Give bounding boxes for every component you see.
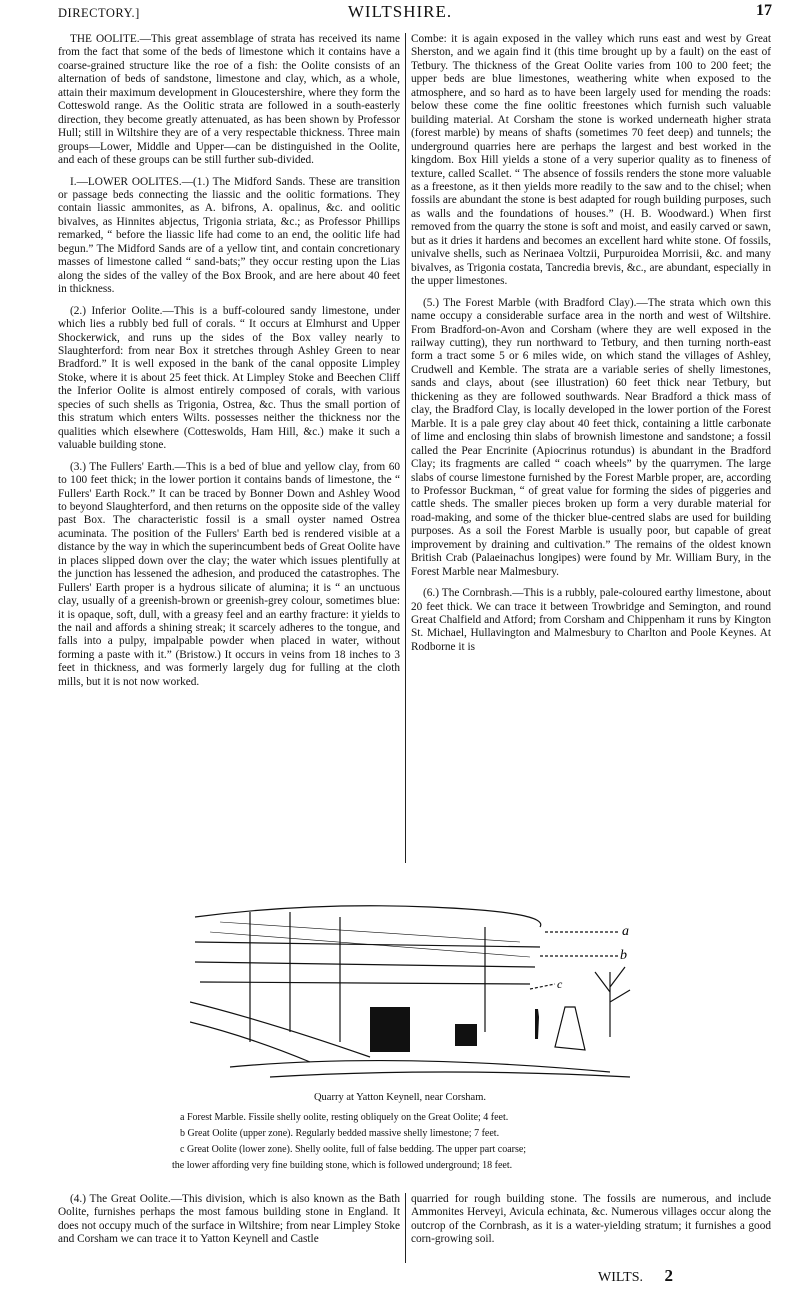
quarry-illustration	[190, 872, 640, 1082]
figure-caption: Quarry at Yatton Keynell, near Corsham.	[313, 1092, 487, 1103]
paragraph-fullers-earth: (3.) The Fullers' Earth.—This is a bed of blue and yellow clay, from 60 to 100 feet thick; in the lower portion it contains bands of limestone, the “ Fullers' Earth Rock.” It can be traced by Bonner Down and Ashley Wood to beyond Slaughterford, and then returns on the opposite side of the valley past Box. The characteristic fossil is a small oyster named Ostrea acuminata. The position of the Fullers' Earth bed is rendered visible at a distance by the way in which the superincumbent beds of Great Oolite have in places slipped down over the clay; the water which issues plentifully at the junction has lessened the adhesion, and produced the catastrophes. The Fullers' Earth proper is a hydrous silicate of alumina; it is “ an unctuous clay, usually of a greenish-brown or greenish-grey colour, sometimes blue: it is opaque, soft, dull, with a greasy feel and an earthy fracture: it yields to the nail and affords a shining streak; it scarcely adheres to the tongue, and falls into a pulpy, impalpable powder when placed in water, without forming a paste with it.” (Bristow.) It occurs in veins from 18 inches to 3 feet in thickness, and was formerly largely dug for fulling at the cloth mills, but it is not now worked.	[58, 460, 400, 688]
bottom-right-column	[411, 1193, 771, 1255]
quarry-entrance	[370, 1007, 410, 1052]
running-head-left: DIRECTORY.]	[58, 6, 140, 20]
signature-label: WILTS.	[598, 1270, 643, 1285]
bottom-left-column	[58, 1193, 400, 1255]
paragraph-inferior-oolite: (2.) Inferior Oolite.—This is a buff-coloured sandy limestone, under which lies a rubbly bed full of corals. “ It occurs at Elmhurst and Upper Shockerwick, and runs up the sides of the Box valley nearly to Slaughterford: from near Box it stretches through Ashley Green to near Bradford.” It is well exposed in the bank of the canal opposite Limpley Stoke, where it is about 25 feet thick. At Limpley Stoke and Beechen Cliff the Inferior Oolite is almost entirely composed of corals, with various species of such shells as Trigonia, Ostrea, &c. Thus the small portion of this stratum which enters Wilts. possesses neither the thickness nor the qualities which elsewhere (Cotteswolds, Ham Hill, &c.) make it such a valuable building stone.	[58, 304, 400, 452]
legend-c: c Great Oolite (lower zone). Shelly oolite, full of false bedding. The upper part coarse;	[180, 1144, 527, 1155]
label-a: a	[622, 924, 629, 939]
page-number: 17	[756, 2, 772, 19]
signature-mark	[598, 1266, 673, 1286]
quarry-opening	[455, 1024, 477, 1046]
paragraph-lower-oolites: I.—LOWER OOLITES.—(1.) The Midford Sands. These are transition or passage beds connecting the liassic and the oolitic formations. They contain liassic ammonites, as A. bifrons, A. opalinus, &c. and oolitic bivalves, as Hinnites abjectus, Trigonia striata, &c.; as Professor Phillips remarked, “ before the liassic life had come to an end, the oolitic life had begun.” The Midford Sands are of a yellow tint, and contain concretionary masses of limestone called “ sand-bats;” they occur resting upon the Lias along the sides of the valley of the Box Brook, and are here about 40 feet in thickness.	[58, 175, 400, 296]
label-b: b	[620, 948, 627, 963]
legend-c-cont: the lower affording very fine building stone, which is followed underground; 18 feet.	[172, 1160, 513, 1171]
paragraph-cornbrash-cont: quarried for rough building stone. The fossils are numerous, and include Ammonites Herveyi, Avicula echinata, &c. Numerous villages occur along the outcrop of the Cornbrash, as it is a water-yielding stratum; it furnishes a good corn-growing soil.	[411, 1193, 771, 1246]
legend-a: a Forest Marble. Fissile shelly oolite, resting obliquely on the Great Oolite; 4 feet.	[180, 1112, 509, 1123]
signature-number: 2	[664, 1266, 673, 1285]
left-column	[58, 33, 400, 697]
running-head-title: WILTSHIRE.	[347, 2, 453, 21]
figure-person	[535, 1009, 539, 1039]
paragraph-oolite: THE OOLITE.—This great assemblage of strata has received its name from the fact that some of the beds of limestone which it contains have a coarse-grained structure like the roe of a fish: the Oolite consists of an alternation of beds of sandstone, limestone and clay, which, as a whole, attain their maximum development in Gloucestershire, where they form the Cotteswold range. As the Oolitic strata are followed in a south-easterly direction, they become greatly attenuated, as has been shown by Professor Hull; still in Wiltshire they are of a very respectable thickness. Three main groups—Lower, Middle and Upper—can be distinguished in the Oolite, and each of these groups can be still further sub-divided.	[58, 33, 400, 167]
right-column	[411, 33, 771, 662]
column-rule-bottom	[405, 1193, 406, 1263]
paragraph-cornbrash: (6.) The Cornbrash.—This is a rubbly, pale-coloured earthy limestone, about 20 feet thick. We can trace it between Trowbridge and Semington, and round Great Chalfield and Atford; from Corsham and Chippenham it runs by Kington St. Michael, Hullavington and Malmesbury to Charlton and Poole Keynes. At Rodborne it is	[411, 587, 771, 653]
legend-b: b Great Oolite (upper zone). Regularly bedded massive shelly limestone; 7 feet.	[180, 1128, 500, 1139]
column-rule	[405, 33, 406, 863]
paragraph-great-oolite: (4.) The Great Oolite.—This division, which is also known as the Bath Oolite, furnishes perhaps the most famous building stone in England. It does not occupy much of the surface in Wiltshire; from near Limpley Stoke and Corsham we can trace it to Yatton Keynell and Castle	[58, 1193, 400, 1246]
label-c: c	[557, 977, 563, 991]
paragraph-great-oolite-cont: Combe: it is again exposed in the valley which runs east and west by Great Sherston, and we again find it (this time brought up by a fault) on the east of Tetbury. The thickness of the Great Oolite varies from 100 to 200 feet; the upper beds are blue limestones, weathering white when exposed to the atmosphere, and so hard as to have been largely used for mending the roads: below these come the fine oolitic freestones which furnish such valuable building material. At Corsham the stone is worked underneath higher strata (forest marble) by means of shafts (sometimes 70 feet deep) and tunnels; the underground quarries here are perhaps the largest and best worked in the kingdom. Box Hill yields a stone of a very superior quality as to fineness of texture, called Scallet. “ The absence of fossils renders the stone more valuable as a freestone, as it then yields more readily to the saw and to the chisel; when fossils are abundant the stone is best adapted for rough building purposes, such as walls and the foundations of houses.” (H. B. Woodward.) When first removed from the quarry the stone is soft and moist, and easily carved or sawn, but as it dries it hardens and becomes an excellent hard white stone. Of fossils, univalve shells, such as Nerinaea Voltzii, Purpuroidea Morrisii, &c. and many bivalves, as Trigonia costata, Tancredia brevis, &c., are abundant, especially in the upper limestones.	[411, 33, 771, 288]
paragraph-forest-marble: (5.) The Forest Marble (with Bradford Clay).—The strata which own this name occupy a considerable surface area in the north and west of Wiltshire. From Bradford-on-Avon and Corsham (where they are well exposed in the railway cutting), they run northward to Tetbury, and then turning north-east form a tract some 5 or 6 miles wide, on which stand the villages of Ashley, Crudwell and Kemble. The strata are a variable series of shelly limestones, sands and clays, about (see illustration) 60 feet thick near Tetbury, but thickening as they are followed southwards. Near Bradford a thick mass of clay, the Bradford Clay, is locally developed in the lower portion of the Forest Marble. It is a pale grey clay about 40 feet thick, containing a little carbonate of lime and enclosing thin slabs of brownish limestone and sandstone; a fossil called the Pear Encrinite (Apiocrinus rotundus) is abundant in the Bradford Clay; its fragments are called “ coach wheels” by the quarrymen. The large slabs of course limestone furnished by the Forest Marble proper, are, according to Professor Buckman, “ of great value for forming the sides of piggeries and cattle sheds. The smaller pieces broken up form a very durable material for road-making, and some of the thicker blue-centred slabs are used for building purposes. As a soil the Forest Marble is usually poor, but capable of great improvement by draining and cultivation.” The remains of the oldest known British Crab (Palaeinachus longipes) were found by Mr. William Bury, in the Forest Marble near Malmesbury.	[411, 296, 771, 578]
